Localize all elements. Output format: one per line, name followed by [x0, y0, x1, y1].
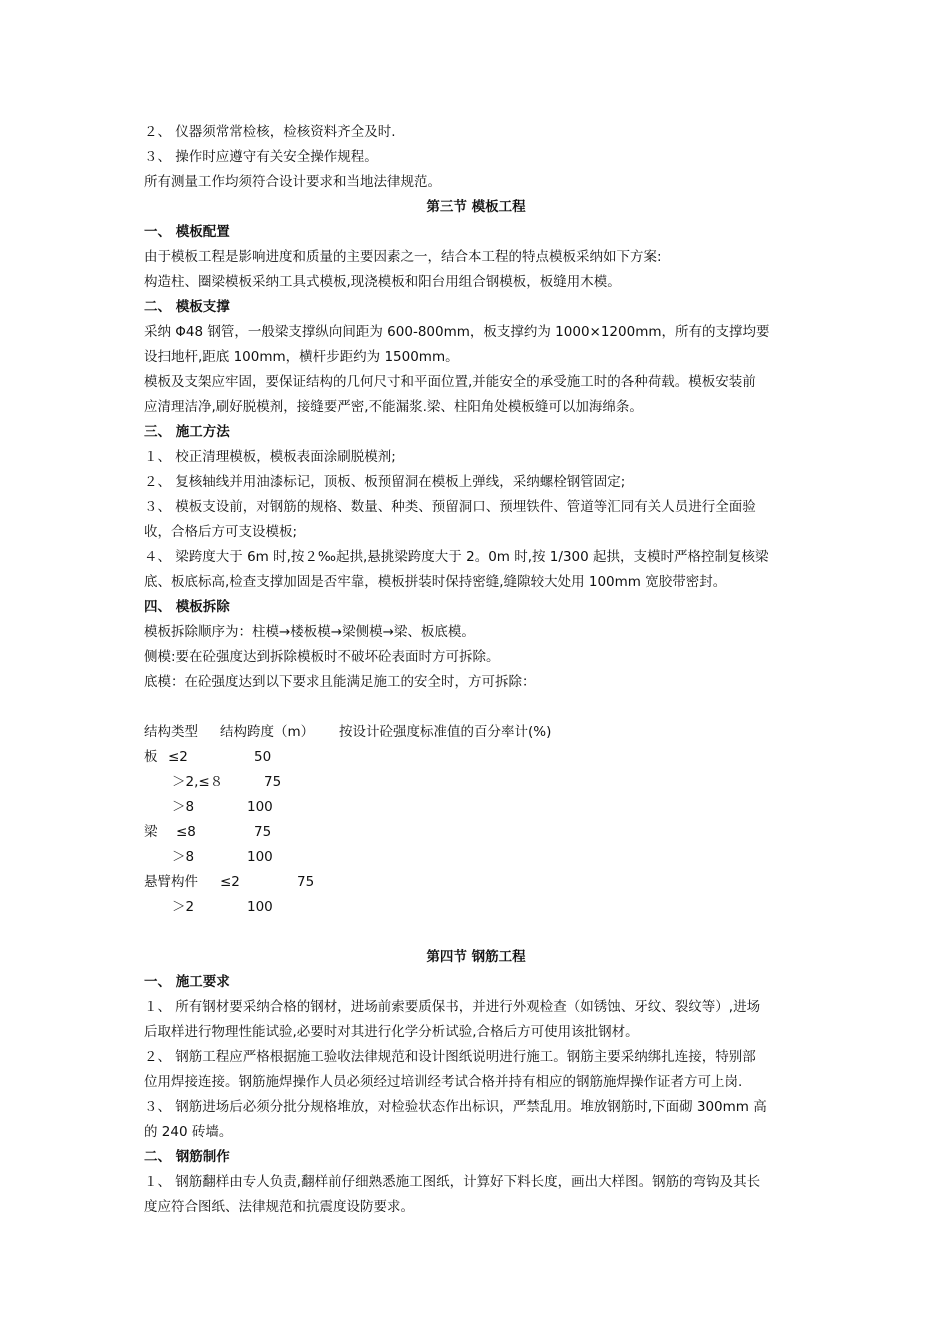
table-cell: ≤2	[220, 874, 240, 890]
text-line: ２、 复核轴线并用油漆标记，顶板、板预留洞在模板上弹线，采纳螺栓钢管固定;	[144, 474, 626, 490]
text-line: 侧模:要在砼强度达到拆除模板时不破坏砼表面时方可拆除。	[144, 649, 500, 665]
table-cell: 悬臂构件	[144, 874, 198, 890]
text-line: ２、 钢筋工程应严格根据施工验收法律规范和设计图纸说明进行施工。钢筋主要采纳绑扎连接，特别部	[144, 1049, 756, 1065]
table-cell: ＞2	[172, 899, 195, 915]
text-line: 由于模板工程是影响进度和质量的主要因素之一，结合本工程的特点模板采纳如下方案:	[144, 249, 662, 265]
table-cell: ＞2,≤８	[172, 774, 224, 790]
table-header-cell: 结构类型	[144, 724, 198, 740]
table-row	[144, 820, 808, 845]
table-header	[144, 720, 808, 745]
table-cell: 75	[264, 774, 282, 790]
text-line: 应清理洁净,刷好脱模剂，接缝要严密,不能漏浆.梁、柱阳角处模板缝可以加海绵条。	[144, 399, 643, 415]
table-cell: ＞8	[172, 799, 195, 815]
table-row	[144, 845, 808, 870]
text-line: ３、 操作时应遵守有关安全操作规程。	[144, 149, 378, 165]
table-cell: ≤2	[168, 749, 188, 765]
text-line: １、 钢筋翻样由专人负责,翻样前仔细熟悉施工图纸，计算好下料长度，画出大样图。钢筋的弯钩及其长	[144, 1174, 761, 1190]
table-cell: ＞8	[172, 849, 195, 865]
table-cell: 50	[254, 749, 272, 765]
text-line: 所有测量工作均须符合设计要求和当地法律规范。	[144, 174, 441, 190]
subheading: 一、 施工要求	[144, 974, 230, 990]
table-row	[144, 745, 808, 770]
table-cell: 梁	[144, 824, 158, 840]
text-line: 位用焊接连接。钢筋施焊操作人员必须经过培训经考试合格并持有相应的钢筋施焊操作证者方可上岗.	[144, 1074, 743, 1090]
text-line: 底模：在砼强度达到以下要求且能满足施工的安全时，方可拆除：	[144, 674, 536, 690]
table-cell: 100	[247, 899, 273, 915]
text-line: １、 校正清理模板，模板表面涂刷脱模剂;	[144, 449, 396, 465]
text-line: １、 所有钢材要采纳合格的钢材，进场前索要质保书，并进行外观检查（如锈蚀、牙纹、裂纹等）,进场	[144, 999, 761, 1015]
text-line: 度应符合图纸、法律规范和抗震度设防要求。	[144, 1199, 414, 1215]
text-line: 模板拆除顺序为：柱模→楼板模→梁侧模→梁、板底模。	[144, 624, 475, 640]
subheading: 二、 钢筋制作	[144, 1149, 230, 1165]
table-cell: 板	[144, 749, 158, 765]
table-header-cell: 按设计砼强度标准值的百分率计(%)	[339, 724, 552, 740]
text-line: ３、 钢筋进场后必须分批分规格堆放，对检验状态作出标识，严禁乱用。堆放钢筋时,下面砌 300mm 高	[144, 1099, 767, 1115]
subheading: 一、 模板配置	[144, 224, 230, 240]
subheading: 三、 施工方法	[144, 424, 230, 440]
subheading: 二、 模板支撑	[144, 299, 230, 315]
section-title: 第三节 模板工程	[426, 199, 526, 215]
document-page	[144, 120, 808, 1220]
table-row	[144, 770, 808, 795]
text-line: 模板及支架应牢固，要保证结构的几何尺寸和平面位置,并能安全的承受施工时的各种荷载。模板安装前	[144, 374, 756, 390]
text-line: 构造柱、圈梁模板采纳工具式模板,现浇模板和阳台用组合钢模板，板缝用木模。	[144, 274, 621, 290]
text-line: 收，合格后方可支设模板;	[144, 524, 298, 540]
subheading: 四、 模板拆除	[144, 599, 230, 615]
table-row	[144, 795, 808, 820]
table-cell: ≤8	[176, 824, 196, 840]
table-header-cell: 结构跨度（m）	[220, 724, 315, 740]
text-line: ４、 梁跨度大于 6m 时,按２‰起拱,悬挑梁跨度大于 2。0m 时,按 1/300 起拱，支模时严格控制复核梁	[144, 549, 769, 565]
text-line: 设扫地杆,距底 100mm，横杆步距约为 1500mm。	[144, 349, 459, 365]
text-line: 后取样进行物理性能试验,必要时对其进行化学分析试验,合格后方可使用该批钢材。	[144, 1024, 639, 1040]
table-cell: 75	[297, 874, 315, 890]
text-line: 底、板底标高,检查支撑加固是否牢靠，模板拼装时保持密缝,缝隙较大处用 100mm 宽胶带密封。	[144, 574, 727, 590]
section-title: 第四节 钢筋工程	[426, 949, 526, 965]
table-row	[144, 870, 808, 895]
text-line: ２、 仪器须常常检核，检核资料齐全及时.	[144, 124, 396, 140]
table-cell: 100	[247, 799, 273, 815]
table-cell: 75	[254, 824, 272, 840]
table-row	[144, 895, 808, 920]
text-line: ３、 模板支设前，对钢筋的规格、数量、种类、预留洞口、预埋铁件、管道等汇同有关人员进行全面验	[144, 499, 756, 515]
text-line: 采纳 Φ48 钢管，一般梁支撑纵向间距为 600-800mm，板支撑约为 1000×1200mm，所有的支撑均要	[144, 324, 770, 340]
table-cell: 100	[247, 849, 273, 865]
text-line: 的 240 砖墙。	[144, 1124, 233, 1140]
